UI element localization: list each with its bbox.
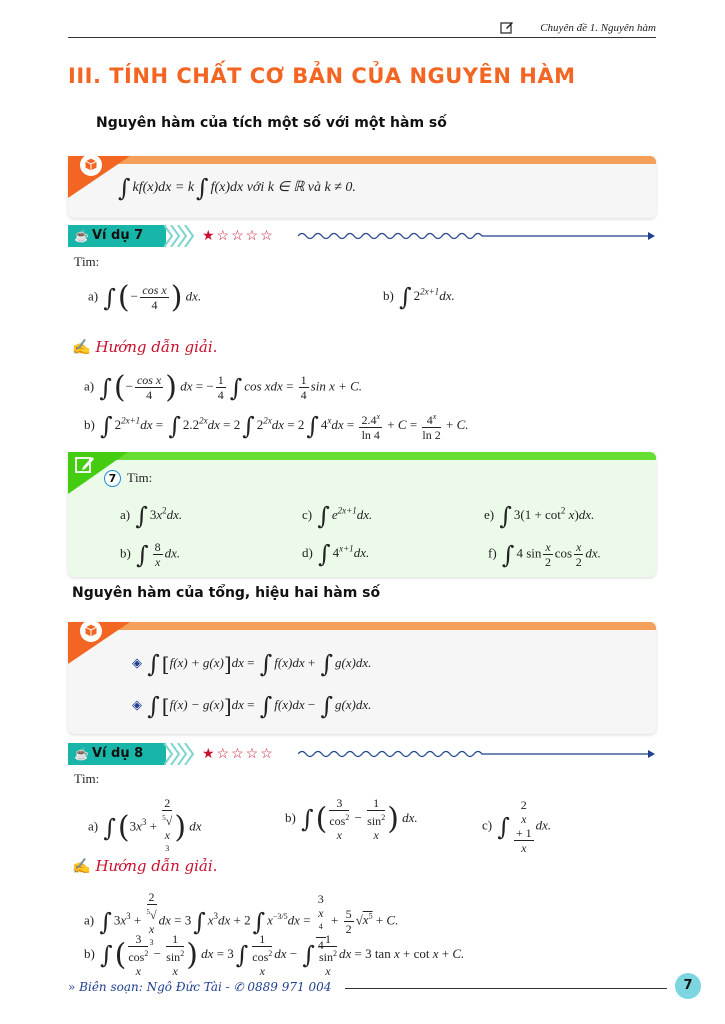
- ex-b: b) ∫ $\frac{8}{x}$ dx.: [120, 540, 181, 569]
- difficulty-stars-8: ★☆☆☆☆: [202, 746, 275, 762]
- property-box-1: ∫ kf(x)dx = k∫ f(x)dx với k ∈ ℝ và k ≠ 0.: [68, 156, 656, 218]
- property-box-2: [68, 622, 656, 734]
- wave-arrow-line: [298, 746, 658, 762]
- ex7-b-exponent: 2x+1: [420, 286, 440, 297]
- exercise-box-7: [68, 452, 656, 577]
- ex8-c-label: c): [482, 817, 493, 833]
- sol8-b-label: b): [84, 945, 95, 961]
- ex-e-label: e): [484, 506, 495, 522]
- page-number: 7: [675, 973, 701, 999]
- ex-f: f) ∫ 4 sin $\frac{x}{2}$ cos $\frac{x}{2}$ dx.: [488, 540, 601, 569]
- ex8-part-a: a) $\int(3x^3$ + 2 $^5$√ x $^3$ ) dx: [88, 796, 202, 853]
- ex8-b-label: b): [285, 809, 296, 825]
- ex7-b-expr: 2: [413, 287, 421, 303]
- subsection-title-2: Nguyên hàm của tổng, hiệu hai hàm số: [72, 585, 381, 601]
- ex-e: e) ∫ $3(1 + \cot^2 x)dx$.: [484, 502, 595, 530]
- sum-rule: ◈ ∫ [f(x) + g(x)]dx = ∫ f(x)dx + ∫ g(x)dx.: [132, 650, 372, 678]
- box1-formula-a: kf(x)dx = k: [132, 180, 195, 196]
- find-label-7: Tìm:: [74, 254, 100, 269]
- difficulty-stars-7: ★☆☆☆☆: [202, 228, 275, 244]
- sol7-b: b) ∫ $2^{2x+1}dx$ = ∫ $2.2^{2x}dx = 2\int$ $2^{2x}dx = 2\int$ $4^xdx$ = $\frac{2.4^x}{\ln 4}$ + C = $\frac{4^x}{\ln 2}$ + C.: [84, 412, 469, 442]
- chapter-title: Chuyên đề 1. Nguyên hàm: [540, 22, 656, 34]
- sol7-a-label: a): [84, 378, 95, 394]
- ex8-a-label: a): [88, 818, 99, 834]
- author-credit: Biên soạn: Ngô Đức Tài - ✆ 0889 971 004: [79, 980, 332, 994]
- cube-head-icon: [78, 152, 104, 178]
- ex-d-label: d): [302, 544, 313, 560]
- ex7-b-tail: dx.: [439, 287, 455, 303]
- example-7-tag: [68, 225, 166, 247]
- find-label-ex7: Tìm:: [127, 470, 153, 485]
- ex-a-label: a): [120, 506, 131, 522]
- ex8-part-b: b) ∫( 3 $\cos^2$ x − 1 $\sin^2$ x ) dx.: [285, 796, 418, 842]
- hand-pointing-icon: ✍: [72, 857, 91, 875]
- subsection-title-1: Nguyên hàm của tích một số với một hàm số: [96, 115, 447, 131]
- section-title: III. TÍNH CHẤT CƠ BẢN CỦA NGUYÊN HÀM: [68, 64, 576, 88]
- edit-icon: [500, 20, 514, 34]
- ex7-part-b: b) ∫ $2^{2x+1}dx$.: [383, 283, 455, 311]
- example-7-label: Ví dụ 7: [92, 228, 144, 243]
- solution-heading-7: [72, 338, 217, 356]
- ex-d: d) ∫ $4^{x+1}dx$.: [302, 540, 370, 568]
- ex-f-label: f): [488, 545, 497, 561]
- ex8-part-c: c) ∫ 2 x + 1 x dx.: [482, 798, 552, 855]
- chevrons-icon: [164, 743, 200, 765]
- ex-c-label: c): [302, 506, 313, 522]
- coffee-icon: ☕: [74, 747, 89, 761]
- footer-credit: [68, 980, 331, 994]
- solution-heading-8: [72, 857, 217, 875]
- exercise-number: 7: [104, 470, 121, 487]
- double-chevron-icon: »: [68, 980, 76, 994]
- example-8-label: Ví dụ 8: [92, 746, 144, 761]
- sol8-b: b) ∫( 3 $\cos^2$ x − 1 $\sin^2$ x ) dx = 3∫ 1 $\cos^2$ x dx − ∫ 1 $\sin^2$ x dx = 3 tan x + cot x + C.: [84, 932, 465, 978]
- ex7-part-a: a) ∫(− $\frac{\text{cos x}}{4}$ ) dx.: [88, 280, 202, 315]
- sol8-a: a) ∫ $3x^3$ + 2 $^5$√ x $^3$ dx = 3∫ $x^3dx + 2\int$ $x^{-3/5}dx$ = 3 x $^4$ 4 + $\frac{5}{2}$ $√x^5 + C$.: [84, 890, 399, 952]
- footer-rule: [345, 988, 667, 989]
- sol7-a: a) ∫(− $\frac{\text{cos x}}{4}$ ) dx = − $\frac{1}{4}$ ∫ cos xdx = $\frac{1}{4}$ sin x + C.: [84, 370, 363, 405]
- box1-formula-b: f(x)dx với k ∈ ℝ và k ≠ 0.: [210, 180, 356, 196]
- guide-label-7: Hướng dẫn giải.: [95, 338, 218, 356]
- wave-arrow-line: [298, 228, 658, 244]
- find-label-8: Tìm:: [74, 771, 100, 786]
- hand-pointing-icon: ✍: [72, 338, 91, 356]
- diff-rule: ◈ ∫ [f(x) − g(x)]dx = ∫ f(x)dx − ∫ g(x)dx.: [132, 692, 372, 720]
- sol7-b-label: b): [84, 416, 95, 432]
- ex-b-label: b): [120, 545, 131, 561]
- guide-label-8: Hướng dẫn giải.: [95, 857, 218, 875]
- diamond-bullet-icon: ◈: [132, 696, 142, 712]
- diamond-bullet-icon: ◈: [132, 654, 142, 670]
- pencil-edit-icon: [74, 454, 96, 476]
- chevrons-icon: [164, 225, 200, 247]
- ex7-b-label: b): [383, 287, 394, 303]
- example-8-tag: [68, 743, 166, 765]
- ex7-a-label: a): [88, 288, 99, 304]
- coffee-icon: ☕: [74, 229, 89, 243]
- cube-head-icon: [78, 618, 104, 644]
- sol8-a-label: a): [84, 912, 95, 928]
- ex-a: a) ∫ $3x^2dx$.: [120, 502, 183, 530]
- ex-c: c) ∫ $e^{2x+1}dx$.: [302, 502, 373, 530]
- page-header: [68, 18, 656, 38]
